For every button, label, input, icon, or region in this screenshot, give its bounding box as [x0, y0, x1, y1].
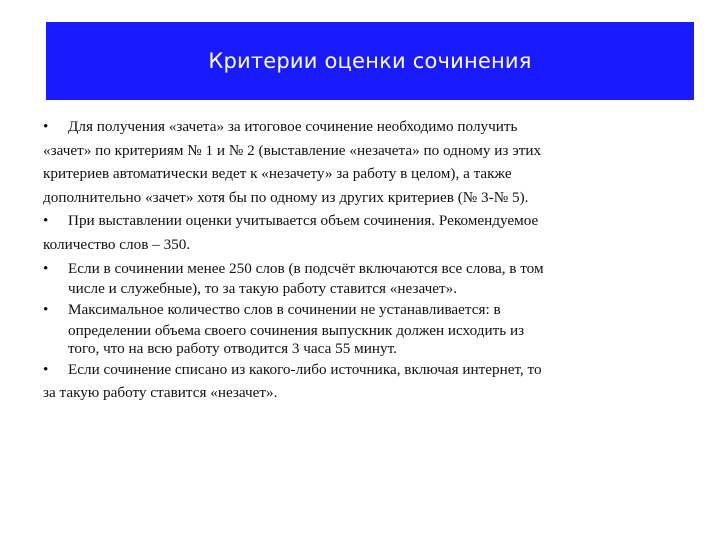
- bullet-marker: •: [43, 118, 49, 135]
- criteria-paragraph-4: [43, 298, 683, 358]
- criteria-paragraph-1: [43, 115, 683, 209]
- paragraph-line: Если в сочинении менее 250 слов (в подсчёт включаются все слова, в том: [68, 259, 544, 277]
- slide-title: Критерии оценки сочинения: [208, 48, 532, 73]
- paragraph-line: за такую работу ставится «незачет».: [43, 384, 278, 402]
- bullet-marker: •: [43, 360, 49, 378]
- paragraph-line: дополнительно «зачет» хотя бы по одному из других критериев (№ 3-№ 5).: [43, 188, 529, 206]
- bullet-marker: •: [43, 259, 49, 277]
- bullet-marker: •: [43, 212, 49, 230]
- paragraph-line: критериев автоматически ведет к «незачету» за работу в целом), а также: [43, 165, 512, 183]
- paragraph-line: Для получения «зачета» за итоговое сочинение необходимо получить: [68, 118, 518, 135]
- criteria-text: [43, 115, 683, 405]
- criteria-paragraph-5: [43, 358, 683, 405]
- criteria-paragraph-2: [43, 209, 683, 256]
- paragraph-line: определении объема своего сочинения выпускник должен исходить из: [68, 321, 525, 339]
- paragraph-line: При выставлении оценки учитывается объем сочинения. Рекомендуемое: [68, 212, 539, 230]
- paragraph-line: количество слов – 350.: [43, 235, 191, 253]
- paragraph-line: Если сочинение списано из какого-либо источника, включая интернет, то: [68, 360, 542, 378]
- bullet-marker: •: [43, 301, 49, 319]
- paragraph-line: Максимальное количество слов в сочинении не устанавливается: в: [68, 301, 501, 319]
- paragraph-line: «зачет» по критериям № 1 и № 2 (выставление «незачета» по одному из этих: [43, 141, 542, 159]
- paragraph-line: числе и служебные), то за такую работу ставится «незачет».: [68, 280, 457, 298]
- title-bar: [46, 22, 694, 100]
- criteria-paragraph-3: [43, 257, 683, 299]
- paragraph-line: того, что на всю работу отводится 3 часа 55 минут.: [68, 339, 397, 357]
